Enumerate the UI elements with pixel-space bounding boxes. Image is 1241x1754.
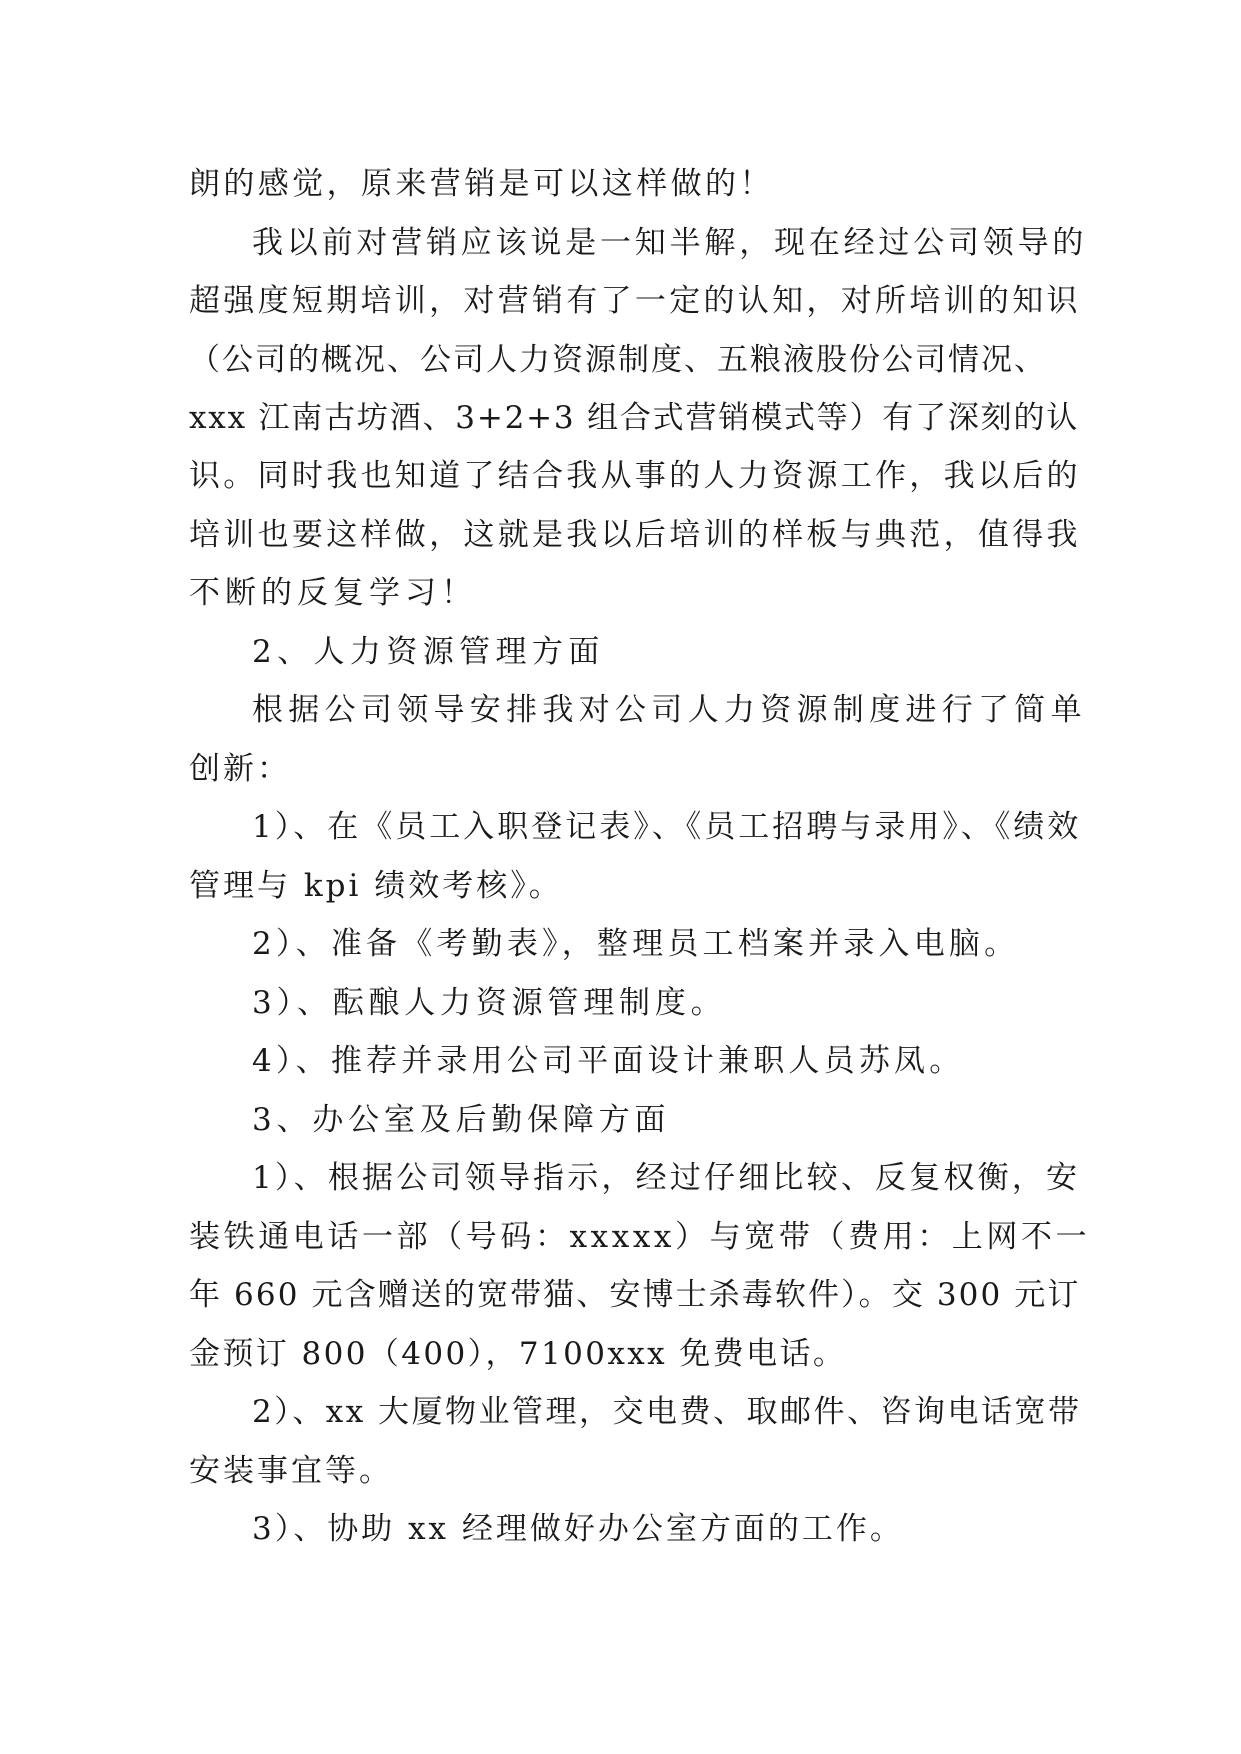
text-line: 识。同时我也知道了结合我从事的人力资源工作，我以后的 bbox=[189, 458, 1081, 494]
text-line: 年 660 元含赠送的宽带猫、安博士杀毒软件）。交 300 元订 bbox=[189, 1277, 1081, 1313]
text-line: 朗的感觉，原来营销是可以这样做的！ bbox=[189, 166, 774, 202]
list-item: 2）、xx 大厦物业管理，交电费、取邮件、咨询电话宽带 bbox=[252, 1394, 1082, 1430]
text-line: 安装事宜等。 bbox=[189, 1453, 393, 1489]
list-item: 1）、在《员工入职登记表》、《员工招聘与录用》、《绩效 bbox=[252, 809, 1082, 845]
text-line: 创新： bbox=[189, 751, 291, 787]
text-line: （公司的概况、公司人力资源制度、五粮液股份公司情况、 bbox=[189, 342, 1047, 378]
list-item: 3）、酝酿人力资源管理制度。 bbox=[252, 985, 727, 1021]
text-line: 管理与 kpi 绩效考核》。 bbox=[189, 868, 563, 904]
section-heading: 2、人力资源管理方面 bbox=[252, 634, 605, 670]
text-line: 根据公司领导安排我对公司人力资源制度进行了简单 bbox=[252, 692, 1087, 728]
text-line: 我以前对营销应该说是一知半解，现在经过公司领导的 bbox=[252, 225, 1088, 261]
text-line: xxx 江南古坊酒、3+2+3 组合式营销模式等）有了深刻的认 bbox=[189, 400, 1080, 436]
text-line: 装铁通电话一部（号码：xxxxx）与宽带（费用：上网不一 bbox=[189, 1219, 1091, 1255]
text-line: 不断的反复学习！ bbox=[189, 575, 477, 611]
list-item: 3）、协助 xx 经理做好办公室方面的工作。 bbox=[252, 1511, 904, 1547]
section-heading: 3、办公室及后勤保障方面 bbox=[252, 1102, 671, 1138]
text-line: 超强度短期培训，对营销有了一定的认知，对所培训的知识 bbox=[189, 283, 1081, 319]
text-line: 金预订 800（400），7100xxx 免费电话。 bbox=[189, 1336, 847, 1372]
list-item: 4）、推荐并录用公司平面设计兼职人员苏凤。 bbox=[252, 1043, 965, 1079]
text-line: 培训也要这样做，这就是我以后培训的样板与典范，值得我 bbox=[189, 517, 1081, 553]
list-item: 1）、根据公司领导指示，经过仔细比较、反复权衡，安 bbox=[252, 1160, 1081, 1196]
list-item: 2）、准备《考勤表》，整理员工档案并录入电脑。 bbox=[252, 926, 1020, 962]
